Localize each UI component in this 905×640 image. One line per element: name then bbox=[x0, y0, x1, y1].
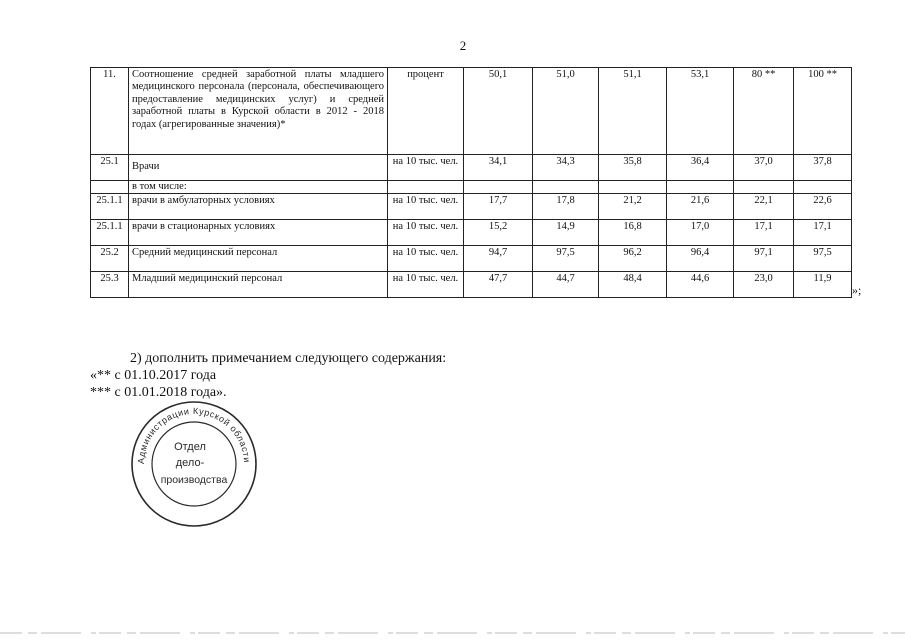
row-value: 17,7 bbox=[464, 194, 533, 220]
row-value: 96,2 bbox=[599, 246, 667, 272]
row-value: 37,0 bbox=[734, 155, 794, 181]
row-value: 17,1 bbox=[794, 220, 852, 246]
row-value: 50,1 bbox=[464, 68, 533, 155]
page-number: 2 bbox=[459, 38, 467, 53]
stamp-center-line-1: Отдел bbox=[174, 441, 206, 453]
row-number: 25.1.1 bbox=[91, 220, 129, 246]
row-indicator-name: Врачи bbox=[129, 155, 388, 181]
table-row bbox=[91, 246, 852, 272]
row-value: 100 ** bbox=[794, 68, 852, 155]
row-value: 97,1 bbox=[734, 246, 794, 272]
row-value: 17,1 bbox=[734, 220, 794, 246]
row-value bbox=[794, 181, 852, 194]
row-unit: на 10 тыс. чел. bbox=[388, 246, 464, 272]
scan-noise-line bbox=[0, 630, 905, 636]
table-row bbox=[91, 155, 852, 181]
row-unit: процент bbox=[388, 68, 464, 155]
row-value: 47,7 bbox=[464, 272, 533, 298]
row-value bbox=[734, 181, 794, 194]
stamp-center-line-2: дело- bbox=[175, 457, 205, 469]
row-value: 80 ** bbox=[734, 68, 794, 155]
row-value: 34,3 bbox=[533, 155, 599, 181]
row-unit: на 10 тыс. чел. bbox=[388, 220, 464, 246]
row-value bbox=[667, 181, 734, 194]
table-row bbox=[91, 68, 852, 155]
row-value: 94,7 bbox=[464, 246, 533, 272]
row-unit: на 10 тыс. чел. bbox=[388, 272, 464, 298]
note-line-2: «** с 01.10.2017 года bbox=[90, 368, 217, 383]
row-value: 44,6 bbox=[667, 272, 734, 298]
row-value: 53,1 bbox=[667, 68, 734, 155]
table-closing-mark: »; bbox=[852, 283, 862, 297]
row-value: 34,1 bbox=[464, 155, 533, 181]
row-indicator-name: Соотношение средней заработной платы младшего медицинского персонала (персонала, обеспечивающего предоставление медицинских услуг) и средней заработной платы в Курской области в 2012 - 2018 годах (агрегированные значения)* bbox=[129, 68, 388, 155]
row-value: 35,8 bbox=[599, 155, 667, 181]
row-value: 51,0 bbox=[533, 68, 599, 155]
row-value bbox=[599, 181, 667, 194]
row-value: 16,8 bbox=[599, 220, 667, 246]
table-row bbox=[91, 220, 852, 246]
row-value bbox=[533, 181, 599, 194]
row-value: 44,7 bbox=[533, 272, 599, 298]
row-indicator-name: врачи в амбулаторных условиях bbox=[129, 194, 388, 220]
row-number: 25.1 bbox=[91, 155, 129, 181]
table-row bbox=[91, 194, 852, 220]
row-value: 17,0 bbox=[667, 220, 734, 246]
table-row bbox=[91, 181, 852, 194]
note-line-3: *** с 01.01.2018 года». bbox=[90, 385, 227, 400]
row-number: 25.3 bbox=[91, 272, 129, 298]
row-value: 21,2 bbox=[599, 194, 667, 220]
row-value: 15,2 bbox=[464, 220, 533, 246]
row-unit: на 10 тыс. чел. bbox=[388, 155, 464, 181]
stamp-ring-text: Администрации Курской области bbox=[135, 405, 253, 465]
row-number bbox=[91, 181, 129, 194]
notes-block bbox=[90, 350, 446, 401]
table-row bbox=[91, 272, 852, 298]
row-value: 96,4 bbox=[667, 246, 734, 272]
row-indicator-name: врачи в стационарных условиях bbox=[129, 220, 388, 246]
row-value: 21,6 bbox=[667, 194, 734, 220]
office-stamp bbox=[128, 398, 260, 530]
row-value: 97,5 bbox=[533, 246, 599, 272]
row-value bbox=[464, 181, 533, 194]
row-value: 23,0 bbox=[734, 272, 794, 298]
row-number: 25.2 bbox=[91, 246, 129, 272]
row-indicator-name: Средний медицинский персонал bbox=[129, 246, 388, 272]
row-value: 11,9 bbox=[794, 272, 852, 298]
row-number: 25.1.1 bbox=[91, 194, 129, 220]
row-value: 17,8 bbox=[533, 194, 599, 220]
row-value: 36,4 bbox=[667, 155, 734, 181]
row-value: 37,8 bbox=[794, 155, 852, 181]
row-value: 48,4 bbox=[599, 272, 667, 298]
row-value: 97,5 bbox=[794, 246, 852, 272]
row-unit bbox=[388, 181, 464, 194]
row-value: 22,1 bbox=[734, 194, 794, 220]
row-value: 51,1 bbox=[599, 68, 667, 155]
indicators-table bbox=[90, 67, 852, 298]
row-number: 11. bbox=[91, 68, 129, 155]
row-indicator-name: в том числе: bbox=[129, 181, 388, 194]
row-indicator-name: Младший медицинский персонал bbox=[129, 272, 388, 298]
row-unit: на 10 тыс. чел. bbox=[388, 194, 464, 220]
note-line-1: 2) дополнить примечанием следующего содержания: bbox=[130, 351, 447, 366]
row-value: 22,6 bbox=[794, 194, 852, 220]
row-value: 14,9 bbox=[533, 220, 599, 246]
stamp-center-line-3: производства bbox=[160, 474, 228, 486]
